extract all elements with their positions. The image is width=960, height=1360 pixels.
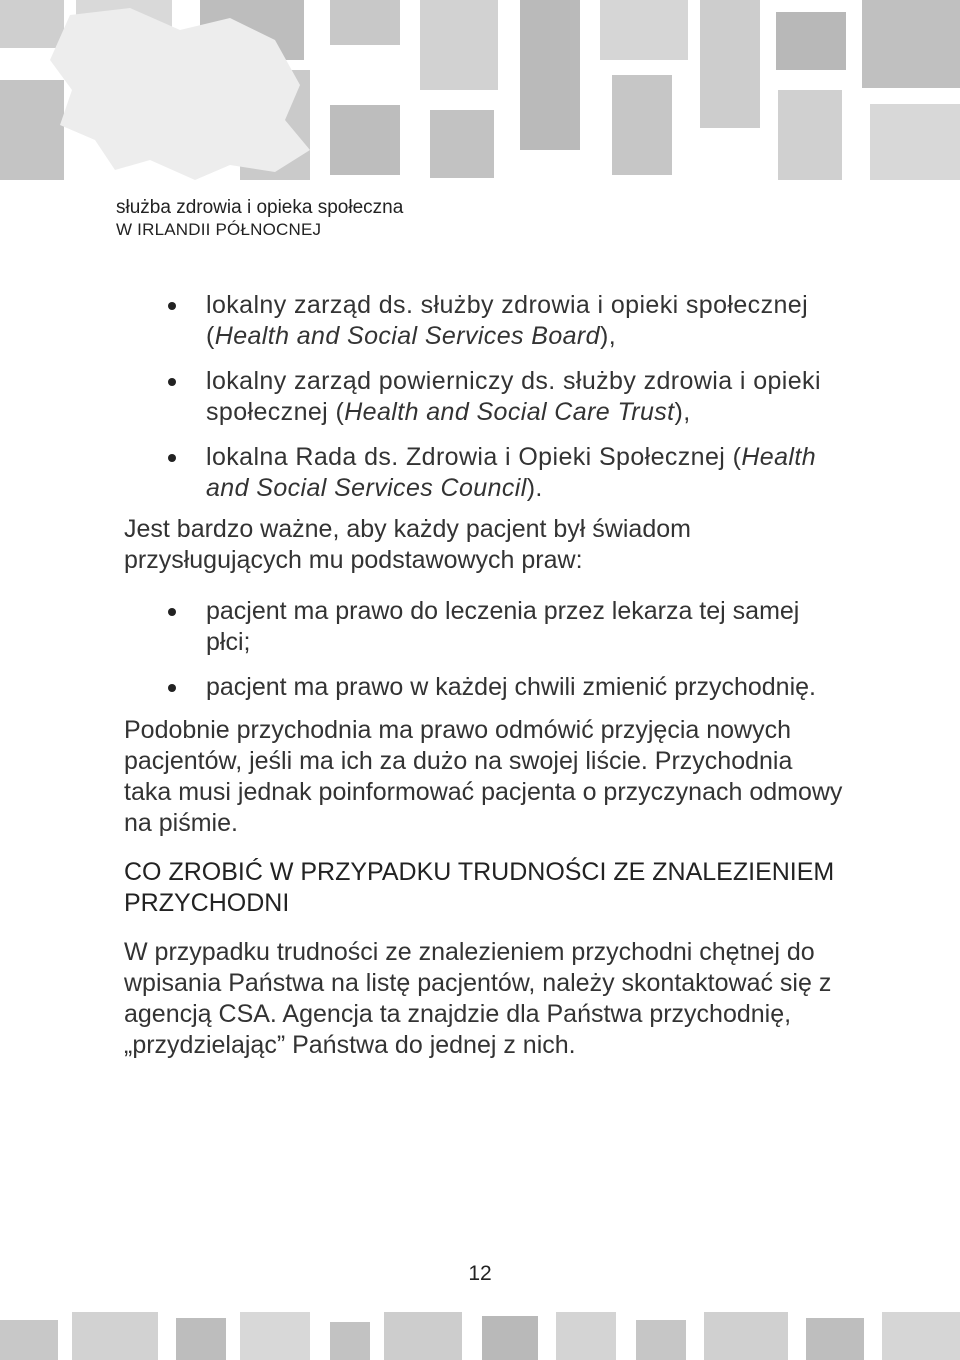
running-header [116,197,403,241]
list-item: pacjent ma prawo do leczenia przez lekarza tej samej płci; [124,596,844,658]
paragraph-refusal: Podobnie przychodnia ma prawo odmówić przyjęcia nowych pacjentów, jeśli ma ich za dużo na swojej liście. Przychodnia taka musi jednak poinformować pacjenta o przyczynach odmowy na piśmie. [124,716,843,837]
footer-decoration [0,1312,960,1360]
paragraph-csa: W przypadku trudności ze znalezieniem przychodni chętnej do wpisania Państwa na listę pacjentów, należy skontaktować się z agencją CSA. Agencja ta znajdzie dla Państwa przychodnię, „przydzielając” Państwa do jednej z nich. [124,938,832,1059]
bullet-icon [168,608,176,616]
bullet-icon [168,684,176,692]
list-item: lokalny zarząd powierniczy ds. służby zdrowia i opieki społecznej (Health and Social Care Trust), [124,366,844,428]
bullet-icon [168,378,176,386]
bullet-icon [168,302,176,310]
rights-intro: Jest bardzo ważne, aby każdy pacjent był świadom przysługujących mu podstawowych praw: [124,515,691,574]
header-decoration [0,0,960,185]
rights-list [124,596,844,703]
list-item: pacjent ma prawo w każdej chwili zmienić przychodnię. [124,672,844,703]
section-heading: CO ZROBIĆ W PRZYPADKU TRUDNOŚCI ZE ZNALEZIENIEM PRZYCHODNI [124,858,835,917]
header-line-2: W IRLANDII PÓŁNOCNEJ [116,220,322,239]
page-number: 12 [468,1262,492,1285]
mosaic-squares-bottom [0,1312,960,1360]
main-content [124,290,844,1079]
list-item: lokalna Rada ds. Zdrowia i Opieki Społecznej (Health and Social Services Council). [124,442,844,504]
bullet-icon [168,454,176,462]
organisations-list [124,290,844,504]
header-line-1: służba zdrowia i opieka społeczna [116,197,404,218]
list-item: lokalny zarząd ds. służby zdrowia i opieki społecznej (Health and Social Services Board), [124,290,844,352]
